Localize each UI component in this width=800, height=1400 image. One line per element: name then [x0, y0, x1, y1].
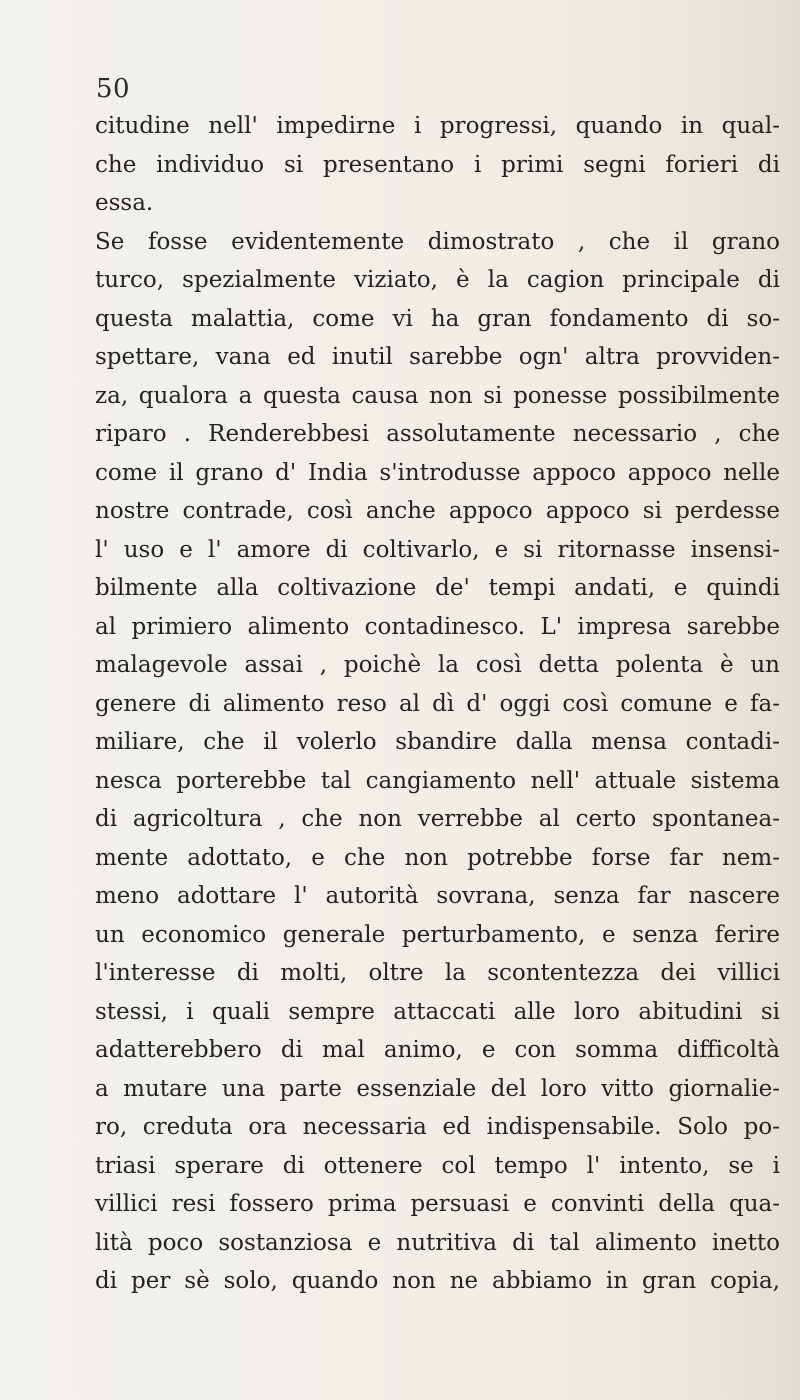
text-line: a mutare una parte essenziale del loro vitto giornalie-	[95, 1075, 780, 1102]
text-line: nostre contrade, così anche appoco appoco si perdesse	[95, 498, 780, 524]
text-line: di agricoltura , che non verrebbe al certo spontanea-	[95, 806, 780, 832]
text-line: genere di alimento reso al dì d' oggi così comune e fa-	[95, 690, 780, 717]
text-line: essa.	[95, 190, 154, 216]
text-line: che individuo si presentano i primi segni forieri di	[95, 151, 780, 178]
text-line: miliare, che il volerlo sbandire dalla mensa contadi-	[95, 729, 780, 755]
text-line: come il grano d' India s'introdusse appoco appoco nelle	[95, 459, 780, 486]
page-number: 50	[96, 74, 131, 104]
text-line: stessi, i quali sempre attaccati alle loro abitudini si	[95, 998, 780, 1025]
text-line: riparo . Renderebbesi assolutamente necessario , che	[95, 421, 780, 447]
text-line: citudine nell' impedirne i progressi, quando in qual-	[95, 113, 780, 139]
text-line: mente adottato, e che non potrebbe forse far nem-	[95, 844, 780, 871]
text-line: spettare, vana ed inutil sarebbe ogn' altra provviden-	[95, 344, 780, 370]
text-line: nesca porterebbe tal cangiamento nell' attuale sistema	[95, 767, 780, 794]
text-line: villici resi fossero prima persuasi e convinti della qua-	[95, 1191, 780, 1217]
body-text	[95, 107, 780, 1301]
text-line: l'interesse di molti, oltre la scontentezza dei villici	[95, 960, 780, 986]
text-line: questa malattia, come vi ha gran fondamento di so-	[95, 305, 780, 332]
text-line: ro, creduta ora necessaria ed indispensabile. Solo po-	[95, 1114, 780, 1140]
text-line: lità poco sostanziosa e nutritiva di tal alimento inetto	[95, 1229, 780, 1256]
text-line: un economico generale perturbamento, e senza ferire	[95, 921, 780, 948]
text-line: meno adottare l' autorità sovrana, senza far nascere	[95, 883, 780, 909]
text-line: al primiero alimento contadinesco. L' impresa sarebbe	[95, 613, 780, 640]
text-line: l' uso e l' amore di coltivarlo, e si ritornasse insensi-	[95, 536, 780, 563]
text-line: turco, spezialmente viziato, è la cagion principale di	[95, 267, 780, 293]
text-line: za, qualora a questa causa non si ponesse possibilmente	[95, 382, 780, 409]
text-line: Se fosse evidentemente dimostrato , che il grano	[95, 228, 780, 255]
text-line: bilmente alla coltivazione de' tempi andati, e quindi	[95, 575, 780, 601]
text-line: di per sè solo, quando non ne abbiamo in gran copia,	[95, 1268, 780, 1294]
text-line: adatterebbero di mal animo, e con somma difficoltà	[95, 1037, 780, 1063]
text-line: triasi sperare di ottenere col tempo l' intento, se i	[95, 1152, 780, 1179]
text-line: malagevole assai , poichè la così detta polenta è un	[95, 652, 780, 678]
